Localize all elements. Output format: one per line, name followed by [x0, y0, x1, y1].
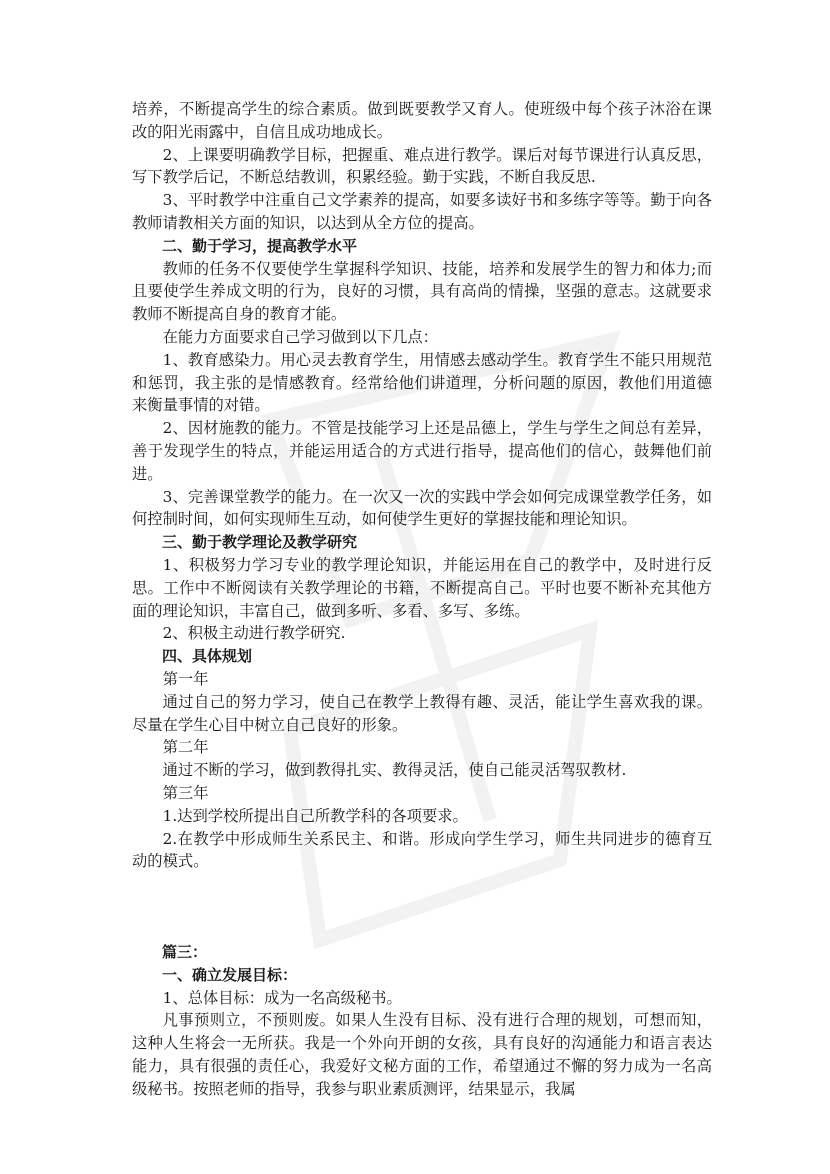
- paragraph: 3、平时教学中注重自己文学素养的提高，如要多读好书和多练字等等。勤于向各教师请教相关方面的知识，以达到从全方位的提高。: [132, 191, 712, 232]
- paragraph: 2、因材施教的能力。不管是技能学习上还是品德上，学生与学生之间总有差异，善于发现学生的特点，并能运用适合的方式进行指导，提高他们的信心，鼓舞他们前进。: [132, 419, 712, 483]
- paragraph: 1.达到学校所提出自己所教学科的各项要求。: [162, 806, 468, 825]
- paragraph: 1、积极努力学习专业的教学理论知识，并能运用在自己的教学中，及时进行反思。工作中不断阅读有关教学理论的书籍，不断提高自己。平时也要不断补充其他方面的理论知识，丰富自己，做到多听、多看、多写、多练。: [132, 555, 712, 620]
- paragraph: 2、积极主动进行教学研究.: [162, 624, 346, 643]
- section-heading: 三、勤于教学理论及教学研究: [162, 533, 358, 552]
- section-heading: 一、确立发展目标：: [162, 965, 298, 984]
- document-body: [132, 98, 712, 1101]
- paragraph: 凡事预则立，不预则废。如果人生没有目标、没有进行合理的规划，可想而知，这种人生将会一无所获。我是一个外向开朗的女孩，具有良好的沟通能力和语言表达能力，具有很强的责任心，我爱好文秘方面的工作，希望通过不懈的努力成为一名高级秘书。按照老师的指导，我参与职业素质测评，结果显示，我属: [132, 1011, 712, 1098]
- paragraph: 培养，不断提高学生的综合素质。做到既要教学又育人。使班级中每个孩子沐浴在课改的阳光雨露中，自信且成功地成长。: [132, 100, 712, 141]
- paragraph: 第一年: [162, 669, 209, 688]
- paragraph: 教师的任务不仅要使学生掌握科学知识、技能，培养和发展学生的智力和体力;而且要使学生养成文明的行为，良好的习惯，具有高尚的情操，坚强的意志。这就要求教师不断提高自身的教育才能。: [132, 259, 712, 324]
- paragraph: 在能力方面要求自己学习做到以下几点：: [162, 327, 438, 346]
- paragraph: 第三年: [162, 783, 209, 802]
- paragraph: 2.在教学中形成师生关系民主、和谐。形成向学生学习，师生共同进步的德育互动的模式。: [132, 829, 712, 871]
- paragraph: 第二年: [162, 738, 209, 757]
- section-spacer: [132, 873, 712, 941]
- section-heading: 篇三：: [162, 943, 208, 962]
- section-heading: 四、具体规划: [162, 647, 253, 666]
- section-heading: 二、勤于学习，提高教学水平: [162, 236, 358, 255]
- paragraph: 1、总体目标：成为一名高级秘书。: [162, 988, 402, 1007]
- paragraph: 2、上课要明确教学目标，把握重、难点进行教学。课后对每节课进行认真反思，写下教学后记，不断总结教训，积累经验。勤于实践，不断自我反思.: [132, 145, 712, 187]
- paragraph: 通过自己的努力学习，使自己在教学上教得有趣、灵活，能让学生喜欢我的课。尽量在学生心目中树立自己良好的形象。: [132, 692, 712, 734]
- paragraph: 通过不断的学习，做到教得扎实、教得灵活，使自己能灵活驾驭教材.: [162, 761, 627, 780]
- paragraph: 3、完善课堂教学的能力。在一次又一次的实践中学会如何完成课堂教学任务，如何控制时间，如何实现师生互动，如何使学生更好的掌握技能和理论知识。: [132, 487, 712, 529]
- paragraph: 1、教育感染力。用心灵去教育学生，用情感去感动学生。教育学生不能只用规范和惩罚，我主张的是情感教育。经常给他们讲道理，分析问题的原因，教他们用道德来衡量事情的对错。: [132, 350, 712, 415]
